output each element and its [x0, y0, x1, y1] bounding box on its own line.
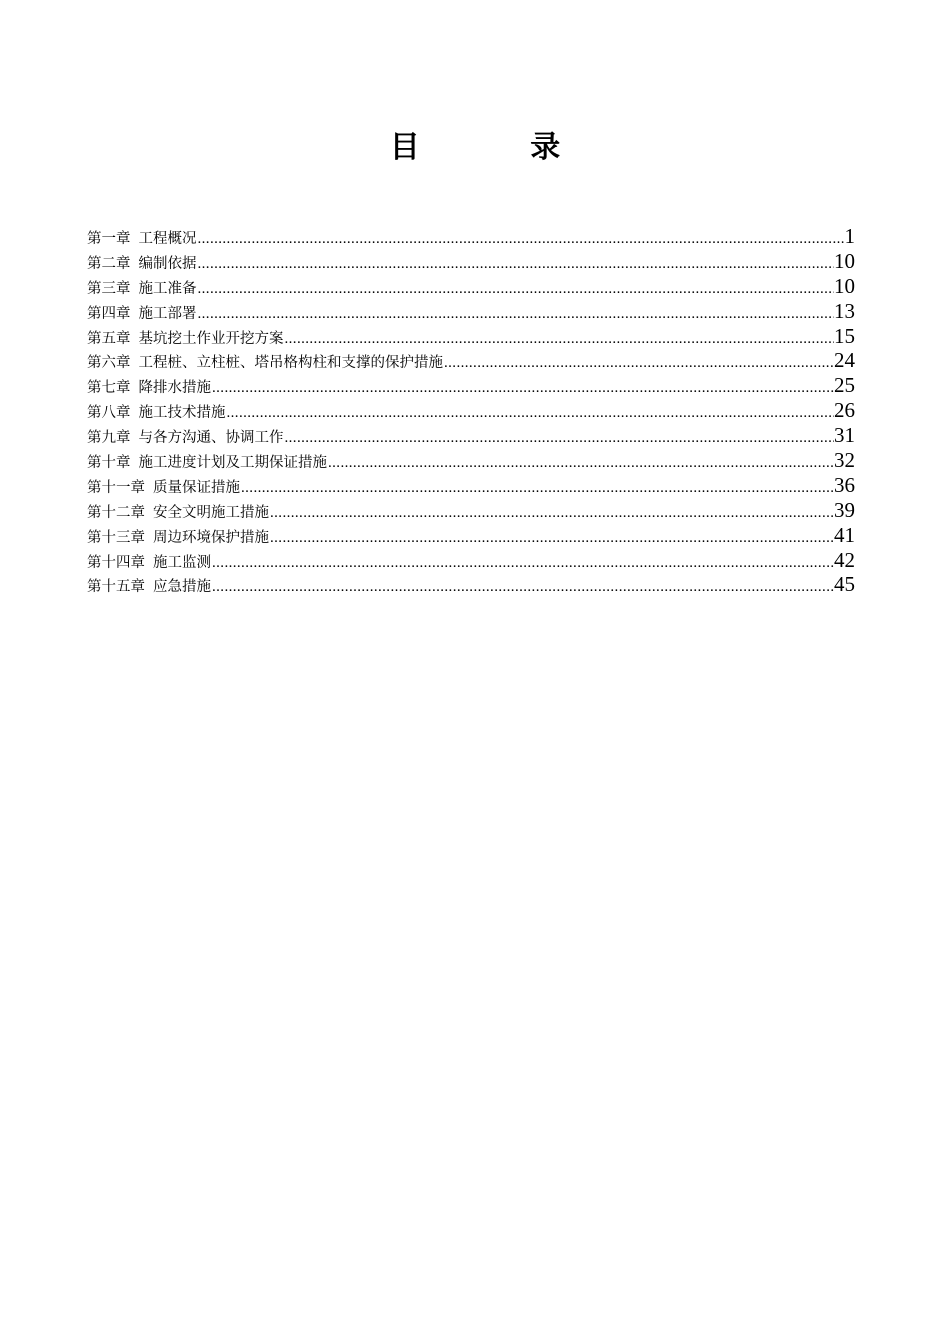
toc-entry[interactable]	[87, 425, 855, 450]
toc-entry[interactable]	[87, 574, 855, 599]
toc-entry[interactable]	[87, 298, 855, 326]
toc-entry[interactable]	[87, 350, 855, 375]
toc-chapter-name: 工程概况	[138, 231, 197, 247]
toc-chapter-name: 质量保证措施	[153, 479, 240, 496]
toc-entry[interactable]	[87, 248, 855, 276]
toc-chapter-number: 第二章	[87, 255, 131, 272]
toc-chapter-name: 施工进度计划及工期保证措施	[138, 455, 327, 472]
toc-entry[interactable]	[87, 400, 855, 425]
toc-chapter-number: 第九章	[87, 430, 131, 447]
table-of-contents	[87, 226, 855, 599]
toc-chapter-name: 施工准备	[138, 280, 197, 297]
toc-page-number: 36	[834, 472, 855, 497]
toc-chapter-number: 第五章	[87, 330, 131, 347]
toc-entry-label	[87, 302, 197, 323]
toc-entry-label	[87, 451, 327, 472]
toc-dot-leader	[269, 530, 834, 547]
toc-entry-label	[87, 551, 211, 572]
toc-entry[interactable]	[87, 375, 855, 400]
toc-chapter-name: 工程桩、立柱桩、塔吊格构柱和支撑的保护措施	[138, 355, 443, 372]
toc-entry[interactable]	[87, 450, 855, 475]
toc-entry-label	[87, 277, 197, 298]
toc-chapter-name: 施工技术措施	[138, 405, 226, 422]
toc-entry[interactable]	[87, 522, 855, 550]
toc-dot-leader	[197, 231, 845, 248]
toc-chapter-name: 应急措施	[153, 579, 211, 596]
toc-entry-label	[87, 575, 211, 596]
toc-dot-leader	[284, 430, 835, 447]
toc-dot-leader	[197, 281, 835, 298]
toc-entry-label	[87, 426, 284, 447]
toc-page-number: 41	[834, 522, 855, 547]
toc-chapter-name: 周边环境保护措施	[153, 529, 269, 546]
toc-entry[interactable]	[87, 226, 855, 251]
toc-page-number: 31	[834, 423, 855, 448]
toc-chapter-number: 第十二章	[87, 504, 145, 521]
toc-entry[interactable]	[87, 273, 855, 301]
toc-entry[interactable]	[87, 472, 855, 500]
toc-entry-label	[87, 376, 211, 397]
toc-entry-label	[87, 252, 197, 273]
toc-dot-leader	[327, 455, 834, 472]
toc-chapter-number: 第十章	[87, 455, 131, 472]
toc-chapter-name: 安全文明施工措施	[153, 504, 269, 521]
toc-dot-leader	[269, 505, 834, 522]
toc-page-number: 39	[834, 497, 855, 522]
toc-chapter-name: 编制依据	[138, 255, 197, 272]
toc-dot-leader	[197, 306, 835, 323]
toc-page-number: 42	[834, 547, 855, 572]
toc-page-number: 25	[834, 373, 855, 398]
toc-page-number: 10	[834, 248, 855, 273]
toc-page-number: 15	[834, 323, 855, 348]
toc-page-number: 45	[834, 572, 855, 597]
toc-chapter-name: 基坑挖土作业开挖方案	[138, 330, 284, 347]
toc-chapter-name: 与各方沟通、协调工作	[138, 430, 284, 447]
toc-entry-label	[87, 327, 284, 348]
toc-dot-leader	[211, 380, 834, 397]
toc-entry[interactable]	[87, 497, 855, 525]
toc-chapter-number: 第三章	[87, 280, 131, 297]
toc-page-number: 1	[844, 224, 855, 248]
toc-chapter-number: 第十四章	[87, 554, 145, 571]
toc-chapter-number: 第四章	[87, 305, 131, 322]
toc-entry-label	[87, 526, 269, 547]
toc-dot-leader	[240, 480, 834, 497]
toc-chapter-number: 第十三章	[87, 529, 145, 546]
toc-entry-label	[87, 227, 197, 248]
toc-chapter-name: 施工部署	[138, 305, 197, 322]
toc-dot-leader	[443, 355, 834, 372]
page-title: 目 录	[389, 130, 611, 165]
toc-chapter-name: 施工监测	[153, 554, 211, 571]
toc-chapter-number: 第八章	[87, 405, 131, 422]
toc-page-number: 26	[834, 398, 855, 423]
toc-page-number: 32	[834, 448, 855, 473]
toc-dot-leader	[211, 555, 834, 572]
toc-chapter-name: 降排水措施	[138, 380, 211, 397]
toc-chapter-number: 第一章	[87, 231, 131, 247]
toc-dot-leader	[226, 405, 835, 422]
toc-entry[interactable]	[87, 547, 855, 575]
toc-dot-leader	[284, 331, 835, 348]
toc-dot-leader	[197, 256, 835, 273]
toc-entry-label	[87, 351, 443, 372]
toc-entry-label	[87, 476, 240, 497]
toc-chapter-number: 第十五章	[87, 579, 145, 596]
toc-page-number: 13	[834, 298, 855, 323]
toc-chapter-number: 第十一章	[87, 479, 145, 496]
toc-page-number: 24	[834, 348, 855, 373]
toc-chapter-number: 第七章	[87, 380, 131, 397]
toc-entry[interactable]	[87, 323, 855, 351]
toc-dot-leader	[211, 579, 834, 596]
toc-page-number: 10	[834, 273, 855, 298]
toc-entry-label	[87, 501, 269, 522]
toc-chapter-number: 第六章	[87, 355, 131, 372]
toc-entry-label	[87, 401, 226, 422]
